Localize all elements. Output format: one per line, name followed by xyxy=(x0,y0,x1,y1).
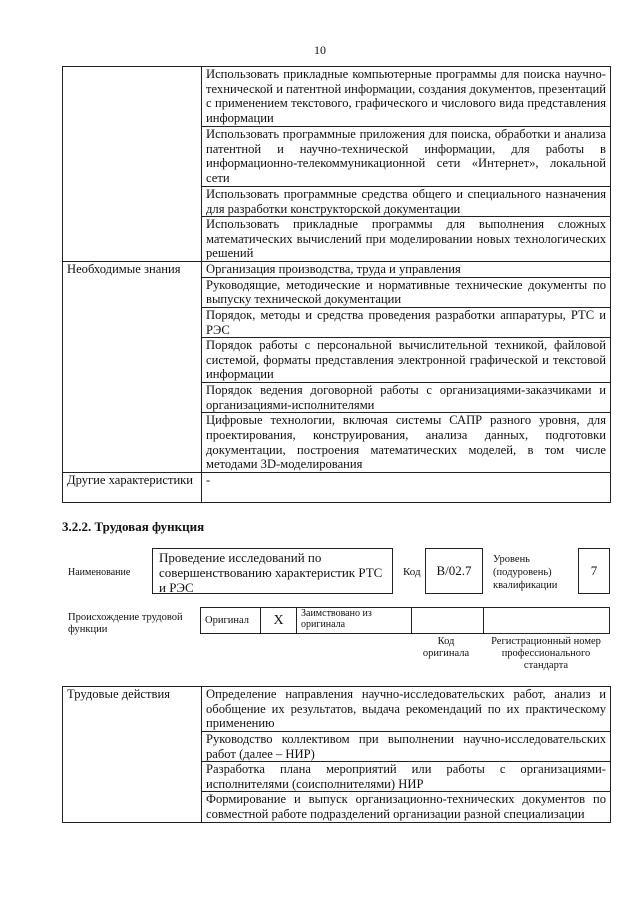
skills-knowledge-table xyxy=(62,66,611,503)
other-characteristics-value: - xyxy=(202,473,611,503)
page-number: 10 xyxy=(314,43,326,57)
origin-reg-caption: Регистрационный номер профессионального стандарта xyxy=(491,636,601,671)
table-row xyxy=(63,67,611,127)
table-row xyxy=(201,608,610,634)
knowledge-item: Цифровые технологии, включая системы САПР разного уровня, для проектирования, конструирования, анализа данных, подготовки документации, построения математических моделей, в том числе методами 3D-моделирования xyxy=(202,413,611,473)
knowledge-item: Руководящие, методические и нормативные технические документы по выпуску технической документации xyxy=(202,277,611,307)
original-mark: X xyxy=(261,608,297,634)
knowledge-item: Порядок работы с персональной вычислительной техникой, файловой системой, форматы представления электронной графической и текстовой информации xyxy=(202,338,611,383)
level-label: Уровень (подуровень) квалификации xyxy=(493,554,558,591)
code-label: Код xyxy=(403,566,421,578)
original-label: Оригинал xyxy=(201,608,261,634)
action-item: Руководство коллективом при выполнении научно-исследовательских работ (далее – НИР) xyxy=(202,732,611,762)
borrowed-label: Заимствовано из оригинала xyxy=(297,608,412,634)
action-item: Определение направления научно-исследовательских работ, анализ и обобщение их результатов, выдача рекомендаций по их практическому применению xyxy=(202,687,611,732)
origin-code-caption: Код оригинала xyxy=(422,636,470,659)
skill-item: Использовать прикладные компьютерные программы для поиска научно-технической и патентной информации, создания документов, презентаций с применением текстового, графического и числового вида представления информации xyxy=(202,67,611,127)
action-item: Разработка плана мероприятий или работы с организациями-исполнителями (соисполнителями) НИР xyxy=(202,762,611,792)
knowledge-label: Необходимые знания xyxy=(63,262,202,473)
labor-function-heading: 3.2.2. Трудовая функция xyxy=(62,519,205,534)
origin-table xyxy=(200,607,610,634)
table-row xyxy=(63,687,611,732)
skills-label-cell xyxy=(63,67,202,262)
knowledge-item: Порядок, методы и средства проведения разработки аппаратуры, РТС и РЭС xyxy=(202,307,611,337)
level-box: 7 xyxy=(578,548,610,594)
skill-item: Использовать прикладные программы для выполнения сложных математических вычислений при моделировании новых технологических решений xyxy=(202,217,611,262)
function-name-box: Проведение исследований по совершенствованию характеристик РТС и РЭС xyxy=(152,548,393,594)
labor-actions-table xyxy=(62,686,611,823)
other-characteristics-label: Другие характеристики xyxy=(63,473,202,503)
table-row xyxy=(63,473,611,503)
origin-code-cell xyxy=(412,608,484,634)
labor-actions-label: Трудовые действия xyxy=(63,687,202,823)
table-row xyxy=(63,262,611,278)
origin-label: Происхождение трудовой функции xyxy=(68,612,183,635)
name-label: Наименование xyxy=(68,567,131,578)
origin-reg-cell xyxy=(484,608,610,634)
code-box: B/02.7 xyxy=(425,548,483,594)
knowledge-item: Порядок ведения договорной работы с организациями-заказчиками и организациями-исполнителями xyxy=(202,383,611,413)
action-item: Формирование и выпуск организационно-технических документов по совместной работе подразделений организации разной специализации xyxy=(202,792,611,822)
skill-item: Использовать программные средства общего и специального назначения для разработки конструкторской документации xyxy=(202,187,611,217)
knowledge-item: Организация производства, труда и управления xyxy=(202,262,611,278)
skill-item: Использовать программные приложения для поиска, обработки и анализа патентной и научно-технической информации, для работы в информационно-телекоммуникационной сети «Интернет», локальной сети xyxy=(202,127,611,187)
